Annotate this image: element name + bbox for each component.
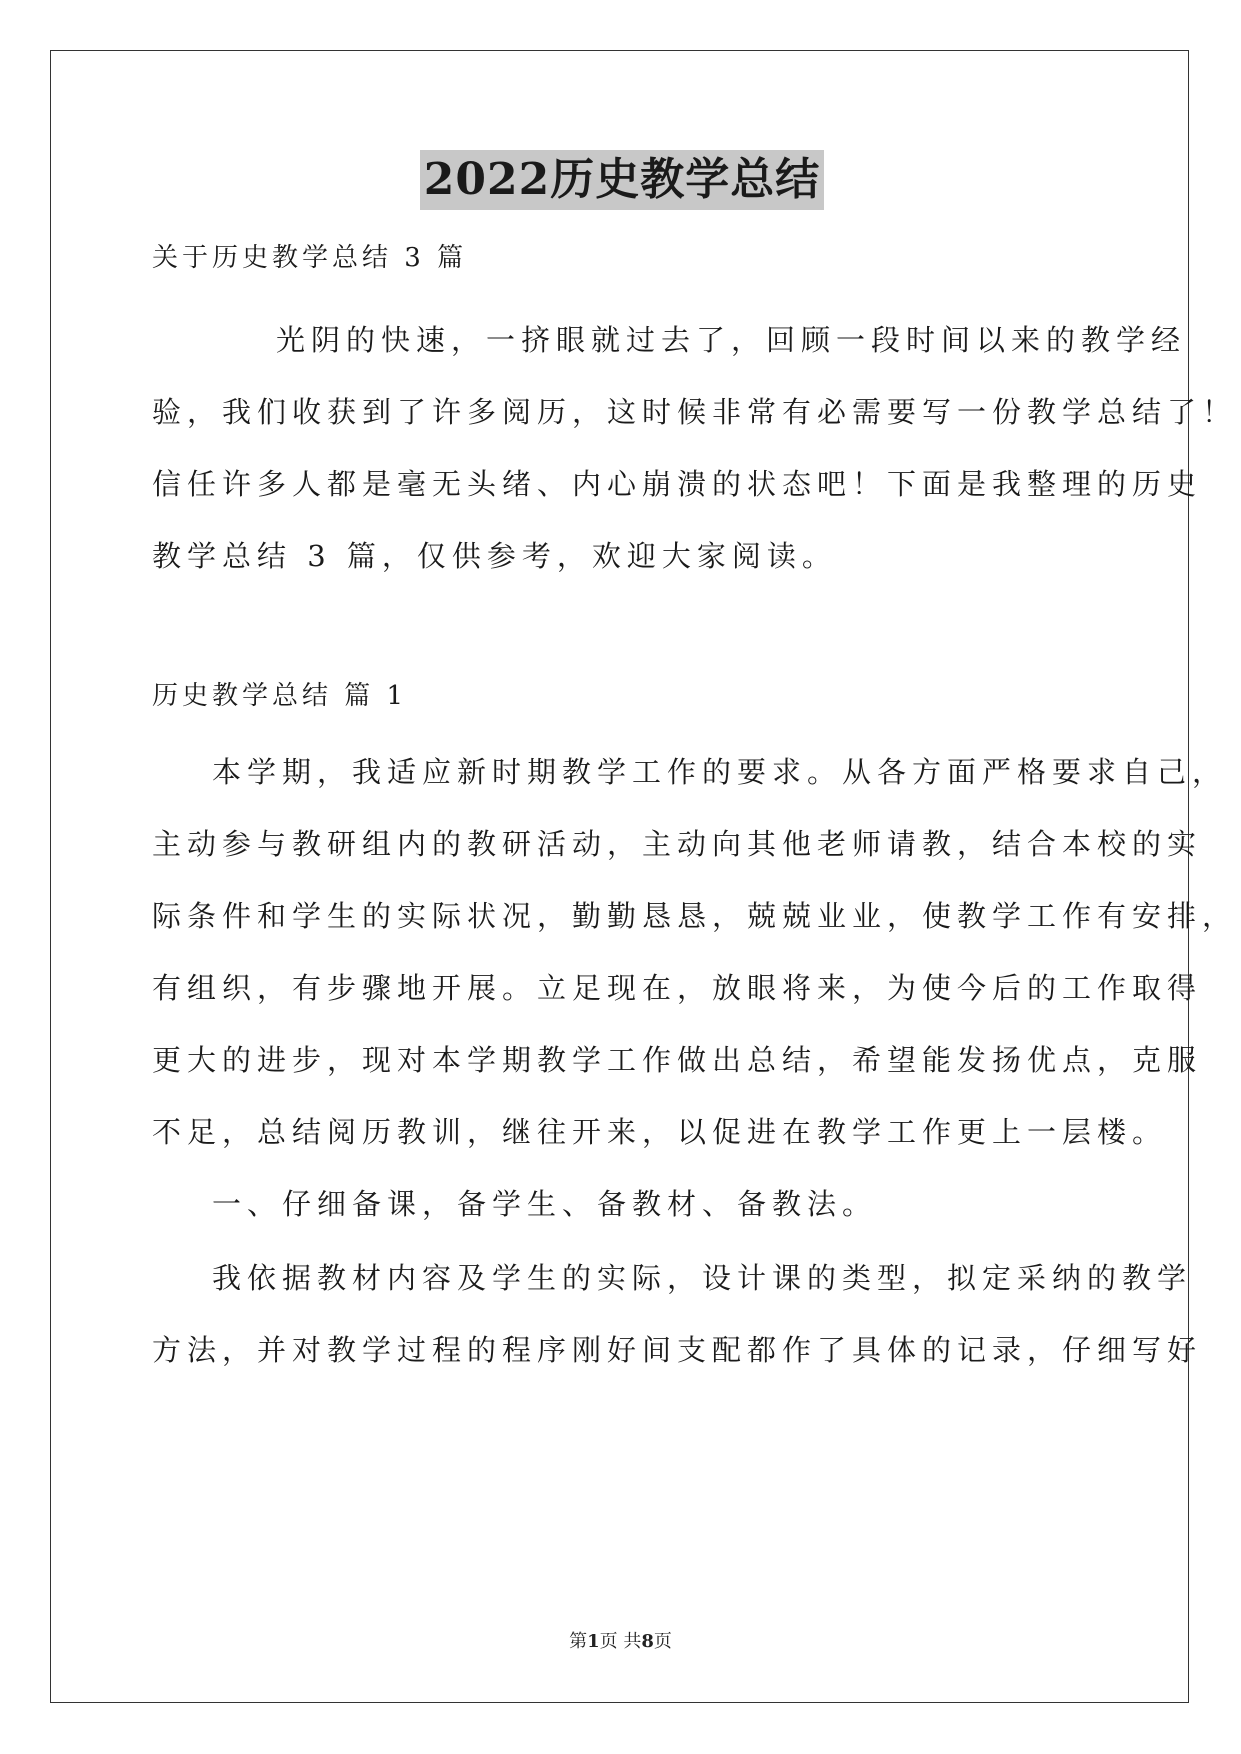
- section-heading: 历史教学总结 篇 1: [152, 681, 408, 711]
- para1-line-1: 本学期，我适应新时期教学工作的要求。从各方面严格要求自己，: [212, 755, 1228, 789]
- para1-line-2: 主动参与教研组内的教研活动，主动向其他老师请教，结合本校的实: [152, 827, 1203, 861]
- page-prefix: 第: [569, 1631, 588, 1652]
- para1-line-3: 际条件和学生的实际状况，勤勤恳恳，兢兢业业，使教学工作有安排，: [152, 899, 1238, 933]
- para2-line-2: 方法，并对教学过程的程序刚好间支配都作了具体的记录，仔细写好: [152, 1333, 1203, 1367]
- para1-line-6: 不足，总结阅历教训，继往开来，以促进在教学工作更上一层楼。: [152, 1115, 1168, 1149]
- document-subtitle: 关于历史教学总结 3 篇: [152, 243, 468, 273]
- title-wrap: [152, 150, 1092, 210]
- page-border: [50, 50, 1189, 1703]
- page-current: 1: [587, 1631, 600, 1652]
- page-footer: [0, 1630, 1241, 1654]
- intro-line-4: 教学总结 3 篇，仅供参考，欢迎大家阅读。: [152, 539, 837, 573]
- page-mid: 页 共: [599, 1631, 642, 1652]
- para2-line-1: 我依据教材内容及学生的实际，设计课的类型，拟定采纳的教学: [212, 1261, 1193, 1295]
- intro-line-2: 验，我们收获到了许多阅历，这时候非常有必需要写一份教学总结了！: [152, 395, 1238, 429]
- document-title: 2022历史教学总结: [420, 150, 824, 210]
- para1-line-5: 更大的进步，现对本学期教学工作做出总结，希望能发扬优点，克服: [152, 1043, 1203, 1077]
- intro-line-3: 信任许多人都是毫无头绪、内心崩溃的状态吧！下面是我整理的历史: [152, 467, 1203, 501]
- page-total: 8: [641, 1631, 654, 1652]
- list-item-1: 一、仔细备课，备学生、备教材、备教法。: [212, 1187, 878, 1221]
- page-suffix: 页: [653, 1631, 672, 1652]
- para1-line-4: 有组织，有步骤地开展。立足现在，放眼将来，为使今后的工作取得: [152, 971, 1203, 1005]
- intro-line-1: 光阴的快速，一挤眼就过去了，回顾一段时间以来的教学经: [276, 323, 1187, 357]
